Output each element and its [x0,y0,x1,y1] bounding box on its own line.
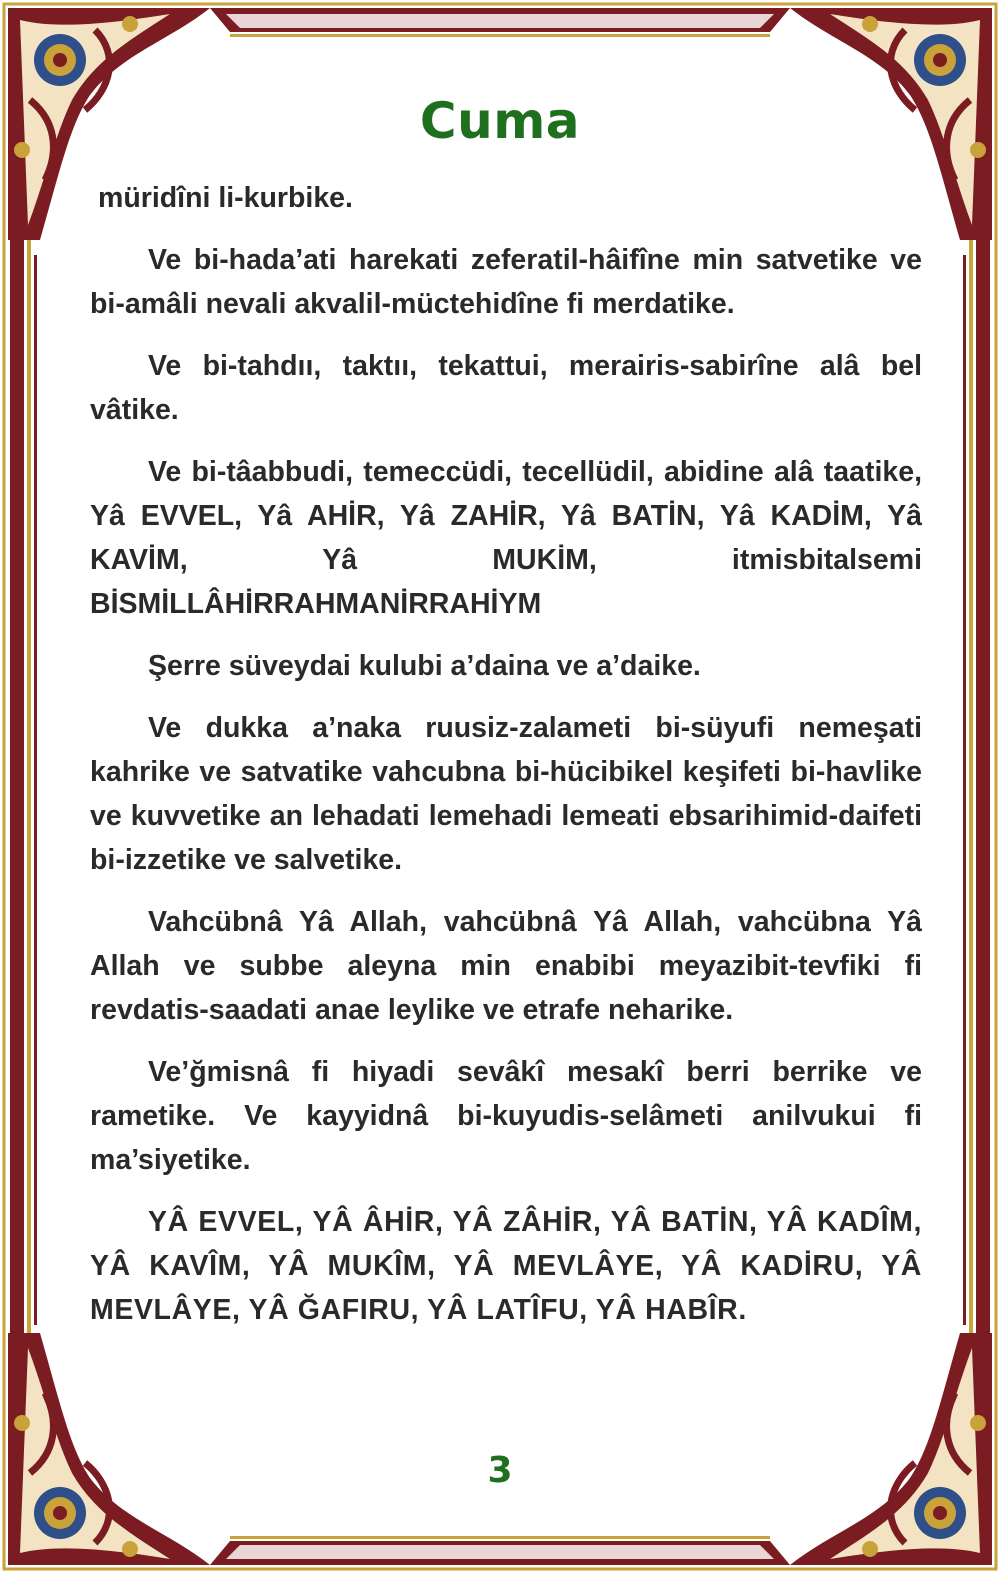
paragraph: Ve bi-hada’ati harekati zeferatil-hâifîne min satvetike ve bi-amâli nevali akvalil-müctehidîne fi merdatike. [90,244,922,320]
paragraph: Şerre süveydai kulubi a’daina ve a’daike. [148,650,701,682]
corner-ornament-bottom-left [8,1333,210,1565]
paragraph: YÂ EVVEL, YÂ ÂHİR, YÂ ZÂHİR, YÂ BATİN, YÂ KADÎM, YÂ KAVÎM, YÂ MUKÎM, YÂ MEVLÂYE, YÂ KADİRU, YÂ MEVLÂYE, YÂ ĞAFIRU, YÂ LATÎFU, YÂ HABÎR. [90,1206,922,1326]
paragraph: Ve’ğmisnâ fi hiyadi sevâkî mesakî berri berrike ve rametike. Ve kayyidnâ bi-kuyudis-selâmeti anilvukui fi ma’siyetike. [90,1056,922,1176]
paragraph: Ve bi-tahdıı, taktıı, tekattui, merairis-sabirîne alâ bel vâtike. [90,350,922,426]
paragraph: Vahcübnâ Yâ Allah, vahcübnâ Yâ Allah, vahcübna Yâ Allah ve subbe aleyna min enabibi meyazibit-tevfiki fi revdatis-saadati anae leylike ve etrafe neharike. [90,906,922,1026]
paragraph: Ve bi-tâabbudi, temeccüdi, tecellüdil, abidine alâ taatike, Yâ EVVEL, Yâ AHİR, Yâ ZAHİR, Yâ BATİN, Yâ KADİM, Yâ KAVİM, Yâ MUKİM, itmisbitalsemi BİSMİLLÂHİRRAHMANİRRAHİYM [90,456,922,620]
paragraph: Ve dukka a’naka ruusiz-zalameti bi-süyufi nemeşati kahrike ve satvatike vahcubna bi-hücibikel keşifeti bi-havlike ve kuvvetike an lehadati lemehadi lemeati ebsarihimid-daifeti bi-izzetike ve salvetike. [90,712,922,876]
page-title: Cuma [419,92,581,150]
paragraph: müridîni li-kurbike. [98,182,353,214]
corner-ornament-bottom-right [790,1333,992,1565]
page-number: 3 [487,1450,513,1491]
prayer-text [90,176,922,1350]
